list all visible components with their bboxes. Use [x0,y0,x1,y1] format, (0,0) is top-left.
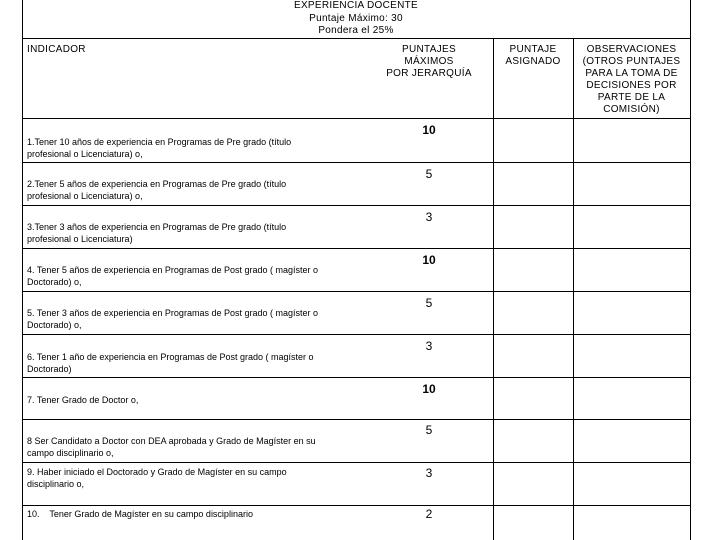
header-line: COMISIÓN) [603,104,660,115]
indicator-line: 2.Tener 5 años de experiencia en Programas de Pre grado (título [27,179,287,189]
indicator-line: 4. Tener 5 años de experiencia en Programas de Post grado ( magíster o [27,265,319,275]
indicator-text [27,436,362,459]
indicator-text [27,352,362,375]
indicator-text [27,395,362,407]
row-divider [22,334,691,335]
indicator-line: 3.Tener 3 años de experiencia en Programas de Pre grado (título [27,222,287,232]
row-divider [22,377,691,378]
table-border-right [690,0,691,540]
max-points: 3 [425,466,433,480]
max-points: 5 [425,423,433,437]
max-points: 3 [425,210,433,224]
indicator-line: 5. Tener 3 años de experiencia en Programas de Post grado ( magíster o [27,308,319,318]
header-line: PUNTAJE [509,44,557,55]
indicator-text [27,179,362,202]
indicator-line: 6. Tener 1 año de experiencia en Programas de Post grado ( magíster o [27,352,314,362]
header-divider [22,38,691,39]
indicator-line: 10. Tener Grado de Magíster en su campo disciplinario [27,509,253,519]
indicator-text [27,222,362,245]
max-points: 2 [425,507,433,521]
max-points: 10 [422,382,436,396]
indicator-text [27,137,362,160]
row-divider [22,118,691,119]
indicator-line: 9. Haber iniciado el Doctorado y Grado de Magíster en su campo [27,467,287,477]
row-divider [22,162,691,163]
indicator-line: disciplinario o, [27,478,85,489]
max-points: 10 [422,123,436,137]
header-line: (OTROS PUNTAJES [582,56,681,67]
header-line: MÁXIMOS [404,56,454,67]
column-divider [493,38,494,540]
indicator-line: Doctorado) o, [27,319,82,330]
max-score: Puntaje Máximo: 30 [309,12,403,24]
header-line: PARA LA TOMA DE [585,68,678,79]
row-divider [22,291,691,292]
row-divider [22,205,691,206]
indicator-line: Doctorado) [27,363,72,374]
row-divider [22,248,691,249]
indicator-text [27,265,362,288]
max-points: 3 [425,339,433,353]
indicator-line: profesional o Licenciatura) o, [27,190,143,201]
column-header-indicador: INDICADOR [27,44,86,55]
header-line: DECISIONES POR [586,80,677,91]
title-block [22,0,690,38]
indicator-text [27,509,362,521]
max-points: 5 [425,167,433,181]
indicator-line: profesional o Licenciatura) o, [27,148,143,159]
weight: Pondera el 25% [318,25,394,36]
section-title: EXPERIENCIA DOCENTE [293,0,419,11]
indicator-line: 8 Ser Candidato a Doctor con DEA aprobada y Grado de Magíster en su [27,436,316,446]
row-divider [22,419,691,420]
indicator-line: profesional o Licenciatura) [27,233,133,244]
header-line: PUNTAJES [402,44,456,55]
max-points: 5 [425,296,433,310]
indicator-line: campo disciplinario o, [27,447,114,458]
header-line: OBSERVACIONES [586,44,677,55]
indicator-line: 1.Tener 10 años de experiencia en Programas de Pre grado (título [27,137,292,147]
header-line: PARTE DE LA [597,92,666,103]
table-border-left [22,0,23,540]
indicator-text [27,467,362,490]
indicator-text [27,308,362,331]
column-header-puntajes [365,44,493,80]
indicator-line: Doctorado) o, [27,276,82,287]
column-header-observaciones [573,44,690,116]
row-divider [22,462,691,463]
indicator-line: 7. Tener Grado de Doctor o, [27,395,139,405]
max-points: 10 [422,253,436,267]
header-line: POR JERARQUÍA [386,68,472,79]
header-line: ASIGNADO [505,56,561,67]
column-header-asignado [493,44,573,68]
row-divider [22,505,691,506]
